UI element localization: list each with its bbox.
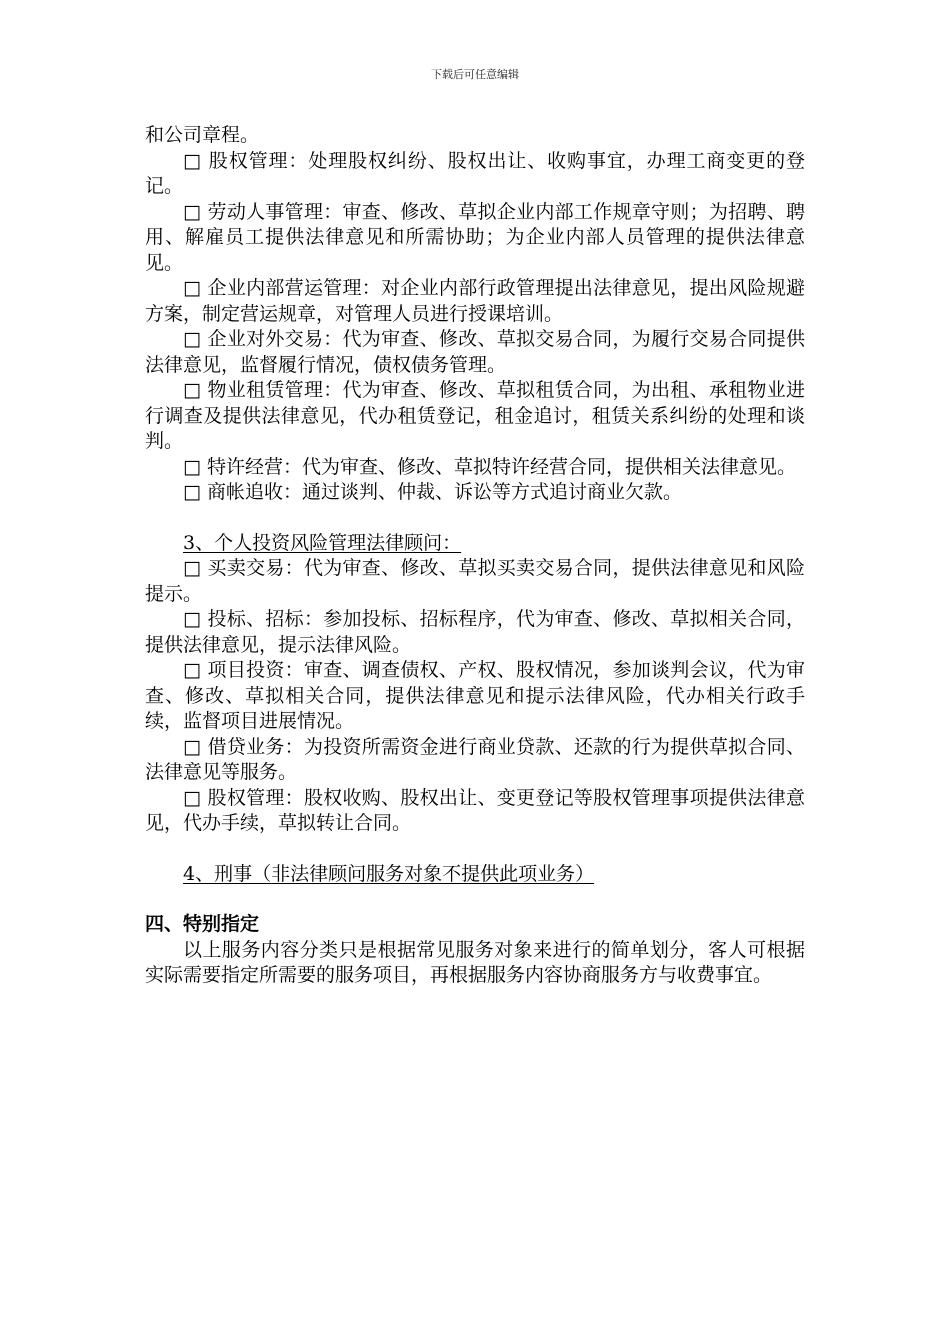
section-4-title: 4、刑事（非法律顾问服务对象不提供此项业务） [183,862,595,885]
paragraph: 以上服务内容分类只是根据常见服务对象来进行的简单划分，客人可根据实际需要指定所需要的服务项目，再根据服务内容协商服务方与收费事宜。 [145,938,805,986]
list-item: □ 物业租赁管理：代为审查、修改、草拟租赁合同，为出租、承租物业进行调查及提供法律意见，代办租赁登记，租金追讨，租赁关系纠纷的处理和谈判。 [145,379,805,452]
list-item: □ 企业对外交易：代为审查、修改、草拟交易合同，为履行交易合同提供法律意见，监督履行情况，债权债务管理。 [145,328,805,376]
list-item: □ 企业内部营运管理：对企业内部行政管理提出法律意见，提出风险规避方案，制定营运规章，对管理人员进行授课培训。 [145,277,805,325]
list-item: □ 项目投资：审查、调查债权、产权、股权情况，参加谈判会议，代为审查、修改、草拟相关合同，提供法律意见和提示法律风险，代办相关行政手续，监督项目进展情况。 [145,659,805,732]
section-3-title: 3、个人投资风险管理法律顾问： [183,531,462,554]
list-item: □ 特许经营：代为审查、修改、草拟特许经营合同，提供相关法律意见。 [183,455,796,478]
list-item: □ 股权管理：股权收购、股权出让、变更登记等股权管理事项提供法律意见，代办手续，草拟转让合同。 [145,786,805,834]
list-item: □ 买卖交易：代为审查、修改、草拟买卖交易合同，提供法律意见和风险提示。 [145,557,805,605]
list-item: □ 劳动人事管理：审查、修改、草拟企业内部工作规章守则；为招聘、聘用、解雇员工提供法律意见和所需协助；为企业内部人员管理的提供法律意见。 [145,200,805,274]
list-item: □ 股权管理：处理股权纠纷、股权出让、收购事宜，办理工商变更的登记。 [145,149,805,197]
section-heading: 四、特别指定 [145,913,260,935]
paragraph: 和公司章程。 [145,124,260,146]
page-header: 下载后可任意编辑 [431,68,519,81]
list-item: □ 商帐追收：通过谈判、仲裁、诉讼等方式追讨商业欠款。 [183,481,682,503]
document-body [145,123,805,989]
list-item: □ 借贷业务：为投资所需资金进行商业贷款、还款的行为提供草拟合同、法律意见等服务。 [145,735,805,783]
list-item: □ 投标、招标：参加投标、招标程序，代为审查、修改、草拟相关合同，提供法律意见，提示法律风险。 [145,608,805,656]
